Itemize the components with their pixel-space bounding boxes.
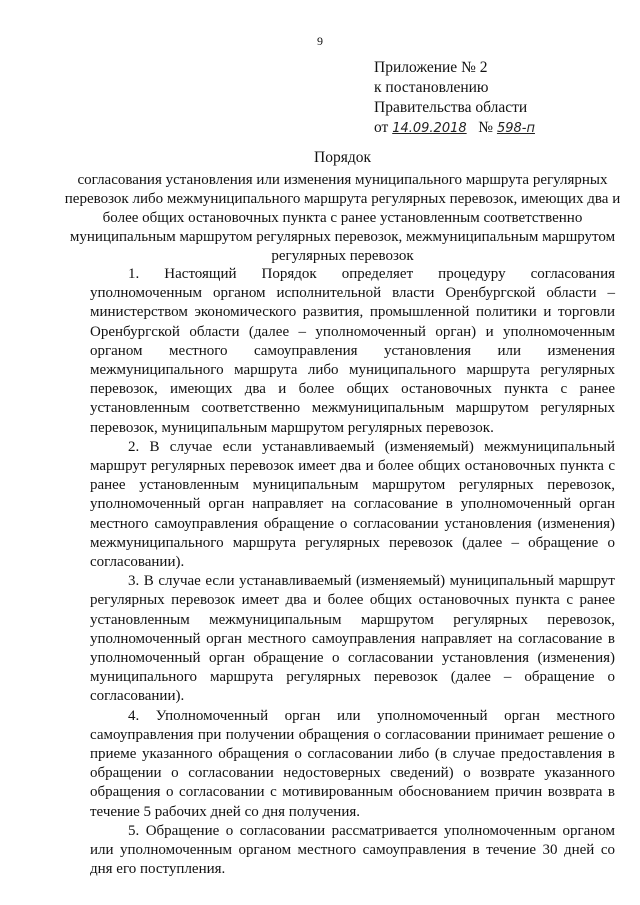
handwritten-date: 14.09.2018: [392, 121, 467, 136]
appendix-block: [374, 58, 535, 139]
appendix-line-2: к постановлению: [374, 79, 489, 96]
appendix-date-line: [374, 118, 535, 139]
paragraph-5: 5. Обращение о согласовании рассматривается уполномоченным органом или уполномоченным органом местного самоуправления в течение 30 дней со дня его поступления.: [90, 822, 615, 878]
appendix-line-1: Приложение № 2: [374, 59, 488, 76]
handwritten-number: 598-п: [496, 121, 535, 136]
page-number: 9: [317, 34, 323, 48]
date-prefix: от: [374, 119, 389, 136]
paragraph-1: 1. Настоящий Порядок определяет процедуру согласования уполномоченным органом исполнительной власти Оренбургской области – министерством экономического развития, промышленной политики и торговли Оренбургской области (далее – уполномоченный орган) и уполномоченным органом местного самоуправления установления или изменения межмуниципального маршрута либо муниципального маршрута регулярных перевозок, имеющих два и более общих остановочных пункта с ранее установленным соответственно межмуниципальным маршрутом регулярных перевозок, муниципальным маршрутом регулярных перевозок.: [90, 266, 615, 436]
paragraph-2: 2. В случае если устанавливаемый (изменяемый) межмуниципальный маршрут регулярных перевозок имеет два и более общих остановочных пункта с ранее установленным муниципальным маршрутом регулярных перевозок, уполномоченный орган направляет на согласование в уполномоченный орган местного самоуправления обращение о согласовании установления (изменения) межмуниципального маршрута регулярных перевозок (далее – обращение о согласовании).: [90, 438, 615, 571]
appendix-line-3: Правительства области: [374, 99, 528, 116]
document-title: [60, 148, 625, 266]
paragraph-3: 3. В случае если устанавливаемый (изменяемый) муниципальный маршрут регулярных перевозок имеет два и более общих остановочных пункта с ранее установленным межмуниципальным маршрутом регулярных перевозок, уполномоченный орган местного самоуправления направляет на согласование в уполномоченный орган обращение о согласовании установления (изменения) муниципального маршрута регулярных перевозок (далее – обращение о согласовании).: [90, 573, 615, 705]
title-subtitle: согласования установления или изменения муниципального маршрута регулярных перевозок либо межмуниципального маршрута регулярных перевозок, имеющих два и более общих остановочных пункта с ранее установленным соответственно муниципальным маршрутом регулярных перевозок, межмуниципальным маршрутом регулярных перевозок: [64, 172, 621, 264]
title-heading: Порядок: [314, 149, 371, 166]
number-prefix: №: [478, 119, 494, 136]
paragraph-4: 4. Уполномоченный орган или уполномоченный орган местного самоуправления при получении обращения о согласовании принимает решение о приеме указанного обращения о согласовании либо (в случае предоставления в обращении о согласовании недостоверных сведений) о возврате указанного обращения о согласовании с мотивированным обоснованием причин возврата в течение 5 рабочих дней со дня получения.: [90, 707, 615, 820]
document-body: [90, 265, 615, 880]
